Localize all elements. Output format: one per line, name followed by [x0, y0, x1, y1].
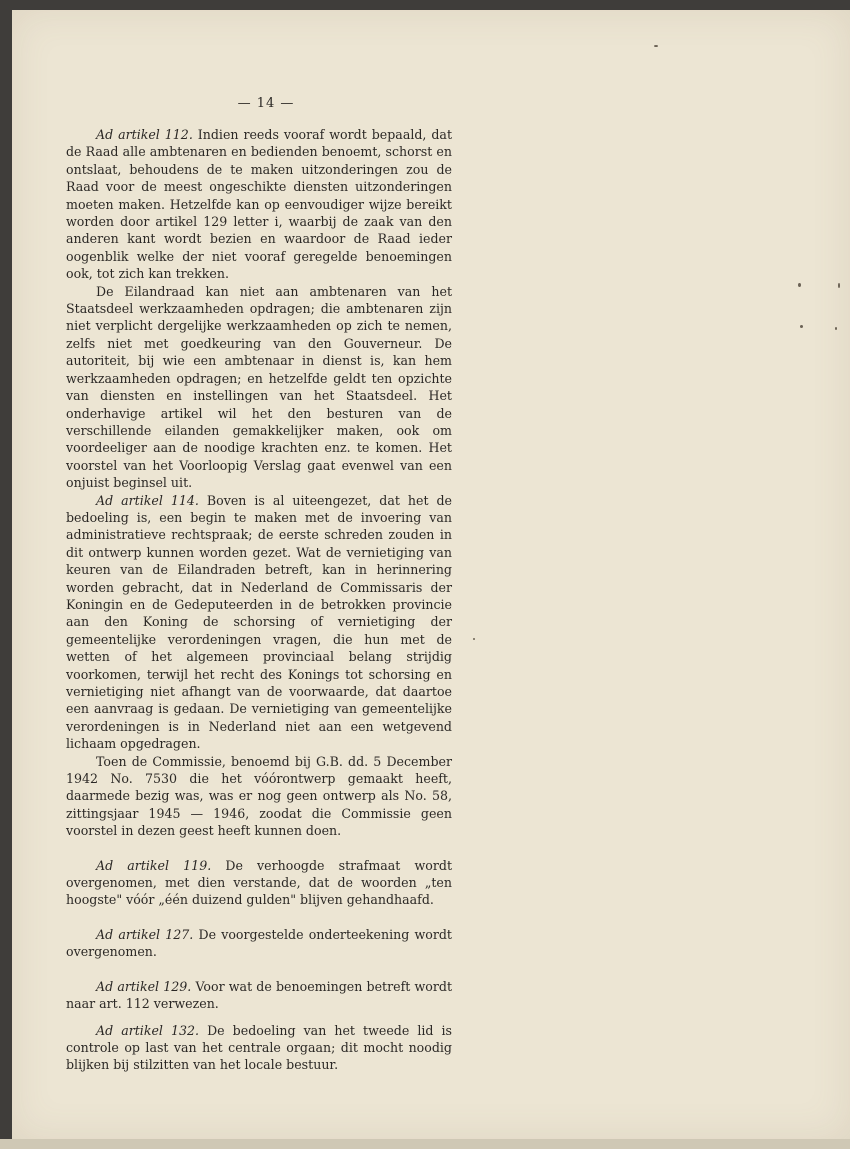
- article-reference: Ad artikel 112.: [96, 127, 193, 142]
- paragraph-text: Indien reeds vooraf wordt bepaald, dat de Raad alle ambtenaren en bedienden benoemt, schorst en ontslaat, behoudens de te maken uitzonderingen zou de Raad voor de meest ongeschikte diensten uitzonderingen moeten maken. Hetzelfde kan op eenvoudiger wijze bereikt worden door artikel 129 letter i, waarbij de zaak van den anderen kant wordt bezien en waardoor de Raad ieder oogenblik welke der niet vooraf geregelde benoemingen ook, tot zich kan trekken.: [66, 127, 452, 282]
- paragraph-text: Boven is al uiteengezet, dat het de bedoeling is, een begin te maken met de invoering van administratieve rechtspraak; de eerste schreden zouden in dit ontwerp kunnen worden gezet. Wat de vernietiging van keuren van de Eilandraden betreft, kan in herinnering worden gebracht, dat in Nederland de Commissaris der Koningin en de Gedeputeerden in de betrokken provincie aan den Koning de schorsing of vernietiging der gemeentelijke verordeningen vragen, die hun met de wetten of het algemeen provinciaal belang strijdig voorkomen, terwijl het recht des Konings tot schorsing en vernietiging niet afhangt van de voorwaarde, dat daartoe een aanvraag is gedaan. De vernietiging van gemeentelijke verordeningen is in Nederland niet aan een wetgevend lichaam opgedragen.: [66, 492, 453, 752]
- paragraph-art-119: [66, 857, 452, 909]
- paragraph-art-127: [66, 926, 452, 961]
- paragraph-eilandraad: [66, 283, 452, 492]
- paragraph-text: De verhoogde strafmaat wordt overgenomen, met dien verstande, dat de woorden „ten hoogste" vóór „één duizend gulden" blijven gehandhaafd.: [66, 857, 452, 908]
- paper-speck: [798, 283, 801, 287]
- body-text: [66, 126, 452, 1074]
- paper-speck: [835, 327, 837, 330]
- scan-edge: [0, 1139, 850, 1149]
- paragraph-text: Toen de Commissie, benoemd bij G.B. dd. 5 December 1942 No. 7530 die het vóórontwerp gemaakt heeft, daarmede bezig was, was er nog geen ontwerp als No. 58, zittingsjaar 1945 — 1946, zoodat die Commissie geen voorstel in dezen geest heeft kunnen doen.: [66, 753, 452, 839]
- article-reference: Ad artikel 132.: [96, 1022, 200, 1038]
- article-reference: Ad artikel 127.: [96, 926, 194, 942]
- page-number: — 14 —: [237, 96, 295, 111]
- article-reference: Ad artikel 119.: [96, 857, 212, 873]
- paper-speck: [800, 325, 803, 328]
- paragraph-text: De voorgestelde onderteekening wordt overgenomen.: [66, 926, 452, 960]
- paper-speck: [473, 638, 475, 640]
- article-reference: Ad artikel 129.: [96, 978, 192, 994]
- paragraph-text: De bedoeling van het tweede lid is controle op last van het centrale orgaan; dit mocht noodig blijken bij stilzitten van het locale bestuur.: [66, 1022, 452, 1073]
- paragraph-art-112: [66, 126, 452, 283]
- paragraph-text: De Eilandraad kan niet aan ambtenaren van het Staatsdeel werkzaamheden opdragen; die ambtenaren zijn niet verplicht dergelijke werkzaamheden op zich te nemen, zelfs niet met goedkeuring van den Gouverneur. De autoriteit, bij wie een ambtenaar in dienst is, kan hem werkzaamheden opdragen; en hetzelfde geldt ten opzichte van diensten en instellingen van het Staatsdeel. Het onderhavige artikel wil het den besturen van de verschillende eilanden gemakkelijker maken, ook om voordeeliger aan de noodige krachten enz. te komen. Het voorstel van het Voorloopig Verslag gaat evenwel van een onjuist beginsel uit.: [66, 283, 452, 491]
- paragraph-art-132: [66, 1022, 452, 1074]
- paragraph-art-114: [66, 492, 452, 753]
- paper-speck: [838, 283, 840, 288]
- paper-speck: [654, 45, 658, 47]
- paragraph-art-129: [66, 978, 452, 1013]
- article-reference: Ad artikel 114.: [96, 492, 199, 508]
- paragraph-commissie: [66, 753, 452, 840]
- paragraph-text: Voor wat de benoemingen betreft wordt naar art. 112 verwezen.: [66, 978, 452, 1012]
